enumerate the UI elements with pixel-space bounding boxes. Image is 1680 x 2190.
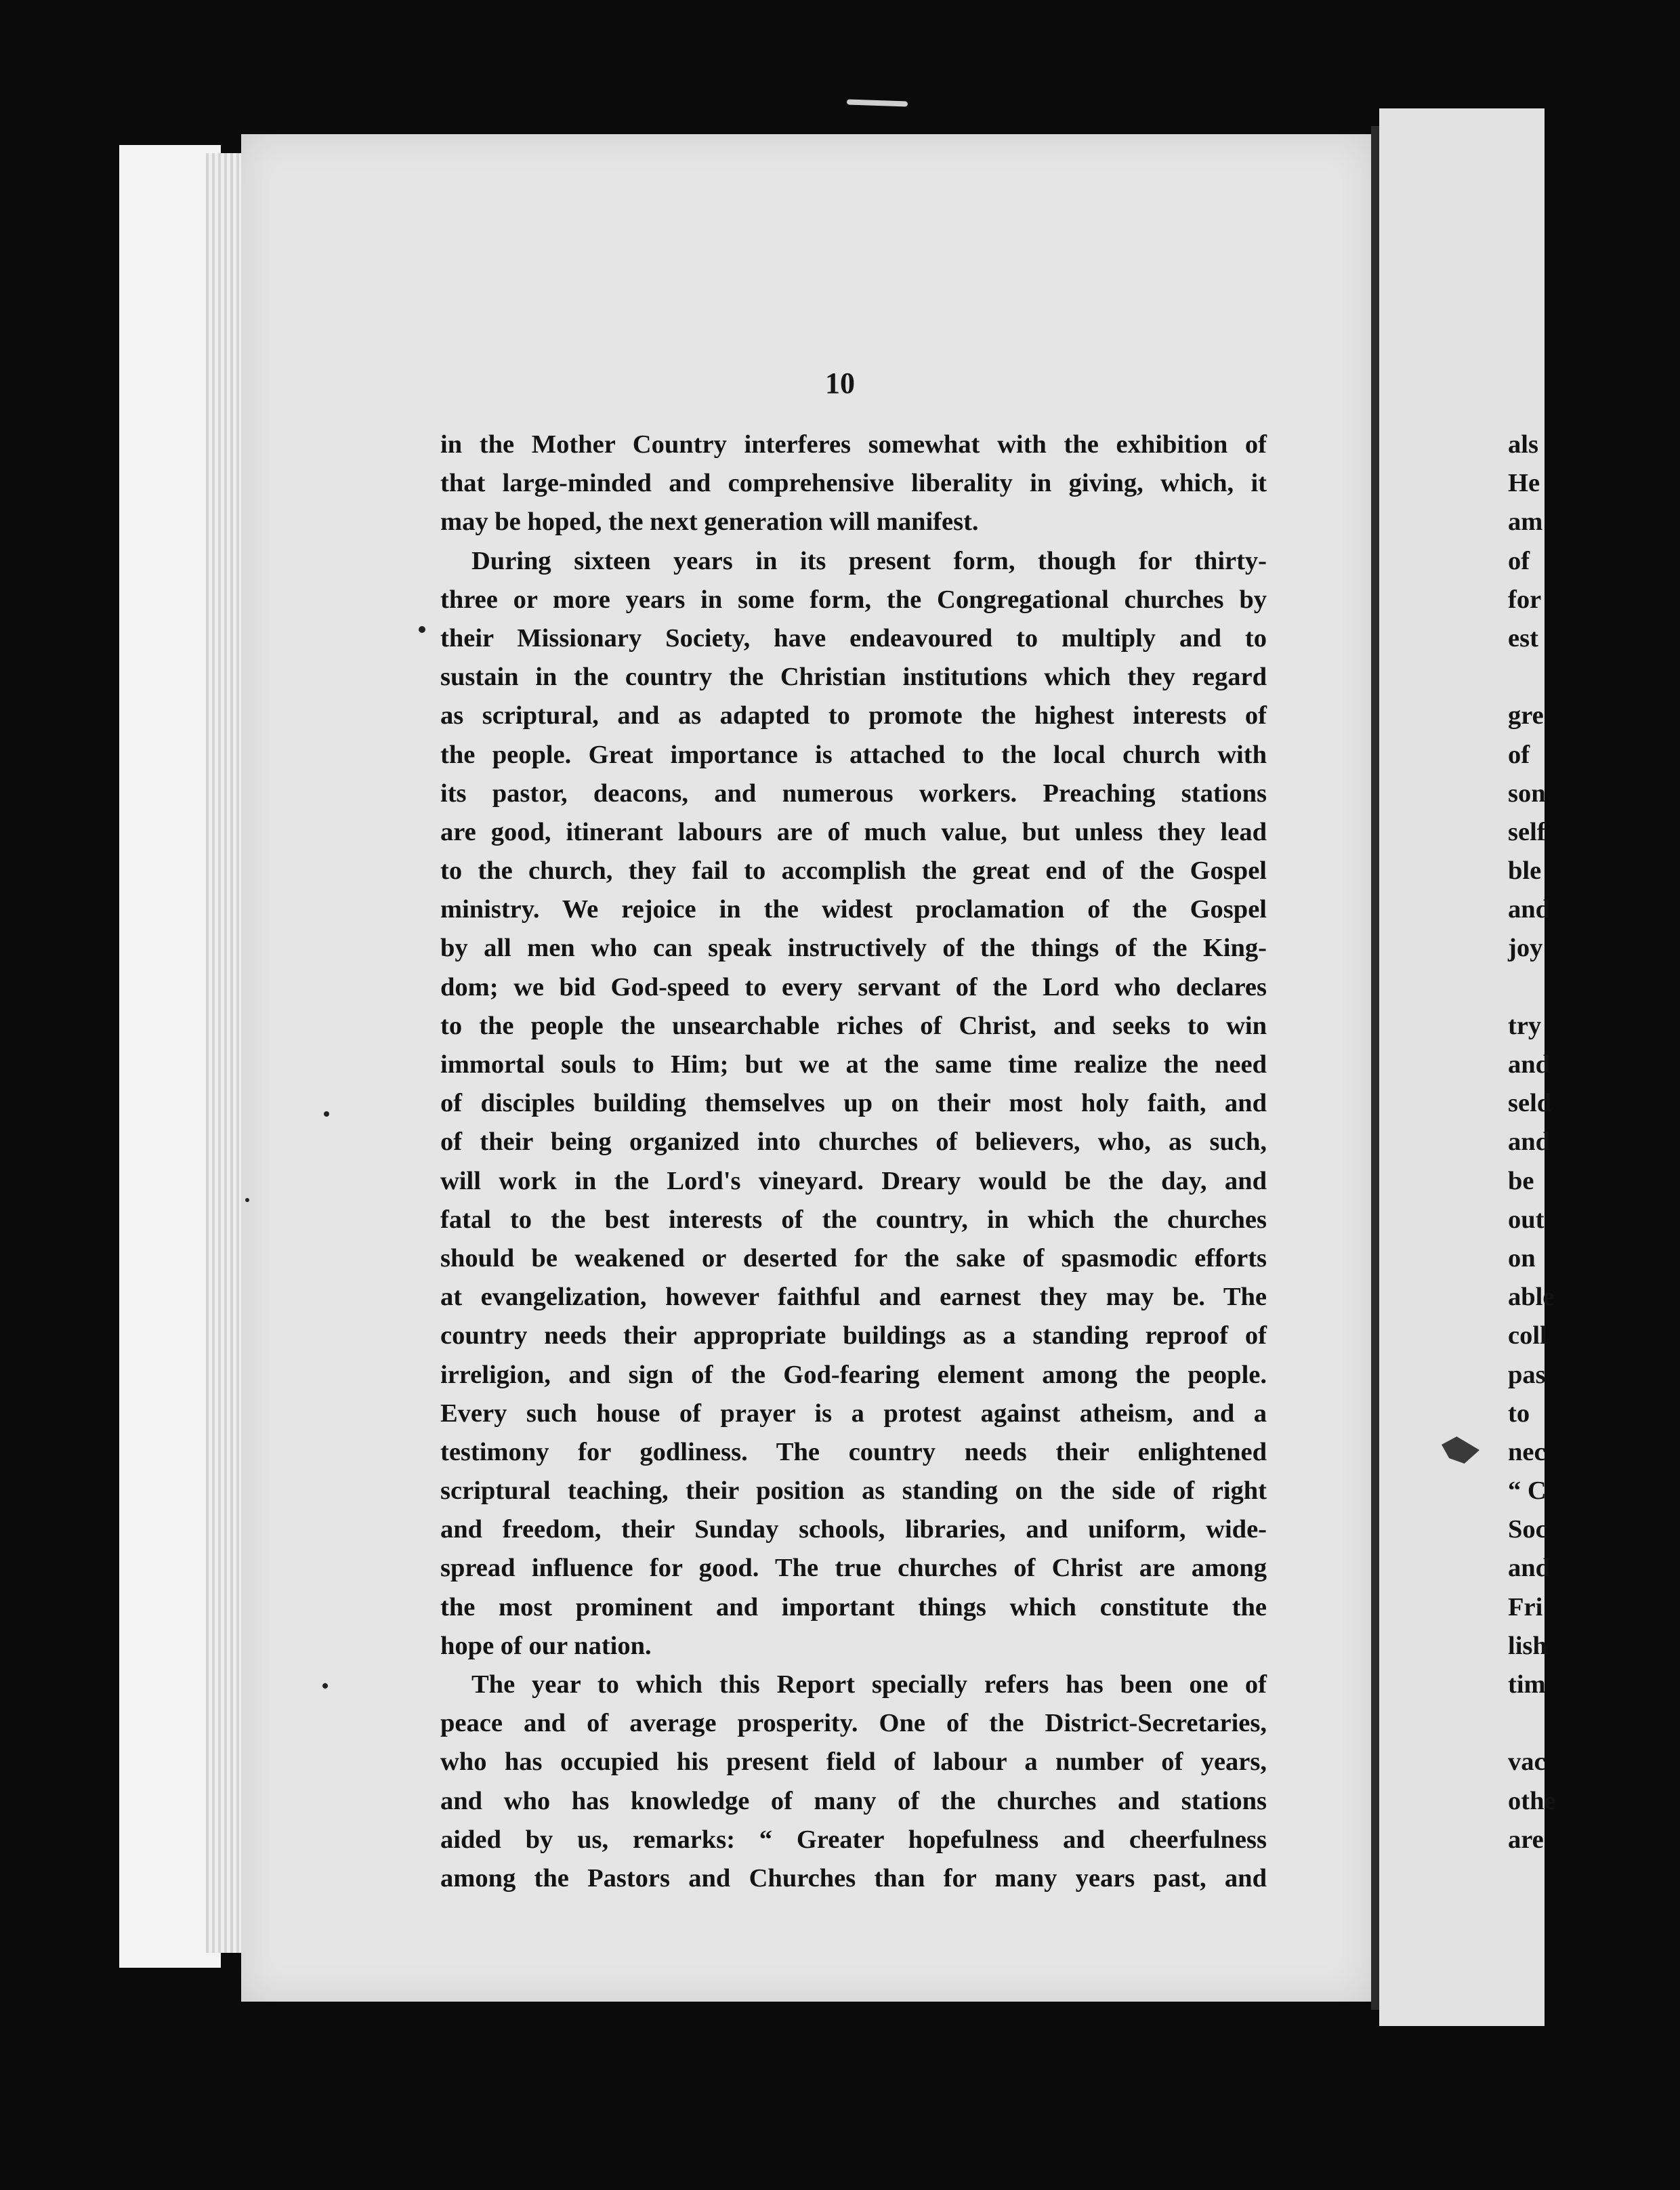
fragment: and [1508,1128,1551,1157]
fragment: of [1508,740,1530,769]
fragment: am [1508,508,1543,537]
fragment [1508,968,1556,1007]
text-line: their Missionary Society, have endeavoured to multiply and to [440,623,1267,653]
fragment: and [1508,1554,1551,1583]
text-line: scriptural teaching, their position as standing on the side of right [440,1476,1267,1506]
speck [245,1198,249,1202]
fragment: He [1508,469,1540,498]
text-line: as scriptural, and as adapted to promote the highest interests of [440,701,1267,730]
text-line: irreligion, and sign of the God-fearing element among the people. [440,1360,1267,1389]
page-number: 10 [825,367,855,400]
text-line: should be weakened or deserted for the sake of spasmodic efforts [440,1243,1267,1273]
fragment: pas [1508,1360,1546,1389]
fragment: othe [1508,1786,1556,1815]
body-text [440,426,1267,1898]
text-line: spread influence for good. The true churches of Christ are among [440,1554,1267,1583]
fragment: gre [1508,701,1544,730]
text-line: fatal to the best interests of the country, in which the churches [440,1205,1267,1234]
fragment: able [1508,1283,1555,1312]
fragment: to [1508,1399,1530,1428]
fragment: seld [1508,1089,1552,1118]
text-line: three or more years in some form, the Congregational churches by [440,585,1267,614]
text-line: and freedom, their Sunday schools, libraries, and uniform, wide- [440,1515,1267,1544]
fragment: and [1508,895,1551,924]
text-line: During sixteen years in its present form, though for thirty- [471,546,1267,575]
book-spine [1371,126,1379,2010]
speck [322,1683,328,1689]
fragment: ble [1508,856,1542,886]
fragment: nec [1508,1437,1546,1466]
fragment: out [1508,1205,1545,1234]
text-line: peace and of average prosperity. One of the District-Secretaries, [440,1709,1267,1738]
text-line: dom; we bid God-speed to every servant of the Lord who declares [440,972,1267,1001]
fragment: est [1508,623,1538,653]
fragment: joy [1508,934,1543,963]
fragment: coll [1508,1321,1547,1350]
text-line: Every such house of prayer is a protest against atheism, and a [440,1399,1267,1428]
fragment: tim [1508,1670,1546,1699]
text-line: at evangelization, however faithful and earnest they may be. The [440,1283,1267,1312]
fragment: vac [1508,1748,1546,1777]
text-line: ministry. We rejoice in the widest proclamation of the Gospel [440,895,1267,924]
fragment: of [1508,546,1530,575]
fragment: be [1508,1166,1534,1195]
text-line: sustain in the country the Christian institutions which they regard [440,663,1267,692]
fragment: Fri [1508,1592,1543,1621]
text-line: aided by us, remarks: “ Greater hopefulness and cheerfulness [440,1825,1267,1854]
text-line: to the church, they fail to accomplish the great end of the Gospel [440,856,1267,886]
text-line: will work in the Lord's vineyard. Dreary would be the day, and [440,1166,1267,1195]
fragment: try [1508,1011,1542,1040]
fragment: son [1508,779,1546,808]
text-line: its pastor, deacons, and numerous workers. Preaching stations [440,779,1267,808]
speck [419,626,425,633]
next-page-text [1508,426,1556,1859]
text-line: may be hoped, the next generation will manifest. [440,508,979,537]
text-line: the most prominent and important things which constitute the [440,1592,1267,1621]
text-line: the people. Great importance is attached to the local church with [440,740,1267,769]
text-line: among the Pastors and Churches than for many years past, and [440,1863,1267,1893]
text-line: country needs their appropriate buildings as a standing reproof of [440,1321,1267,1350]
text-line: of disciples building themselves up on their most holy faith, and [440,1089,1267,1118]
fragment [1508,658,1556,697]
text-line: immortal souls to Him; but we at the same time realize the need [440,1050,1267,1079]
text-line: hope of our nation. [440,1631,652,1660]
text-line: and who has knowledge of many of the churches and stations [440,1786,1267,1815]
speck [324,1111,329,1117]
text-line: that large-minded and comprehensive liberality in giving, which, it [440,469,1267,498]
scanner-mark [847,99,908,106]
fragment: on [1508,1243,1536,1273]
fragment: for [1508,585,1542,614]
text-line: are good, itinerant labours are of much value, but unless they lead [440,817,1267,846]
fragment: and [1508,1050,1551,1079]
fragment: als [1508,430,1538,459]
text-line: in the Mother Country interferes somewhat with the exhibition of [440,430,1267,459]
fragment: are [1508,1825,1544,1854]
fragment: Soc [1508,1515,1547,1544]
text-line: by all men who can speak instructively of the things of the King- [440,934,1267,963]
text-line: The year to which this Report specially refers has been one of [471,1670,1267,1699]
text-line: to the people the unsearchable riches of Christ, and seeks to win [440,1011,1267,1040]
text-line: who has occupied his present field of labour a number of years, [440,1748,1267,1777]
text-line: testimony for godliness. The country needs their enlightened [440,1437,1267,1466]
fragment: lish [1508,1631,1547,1660]
fragment: “ C [1508,1476,1547,1506]
text-line: of their being organized into churches of believers, who, as such, [440,1128,1267,1157]
fragment [1508,1704,1556,1743]
fragment: self [1508,817,1546,846]
